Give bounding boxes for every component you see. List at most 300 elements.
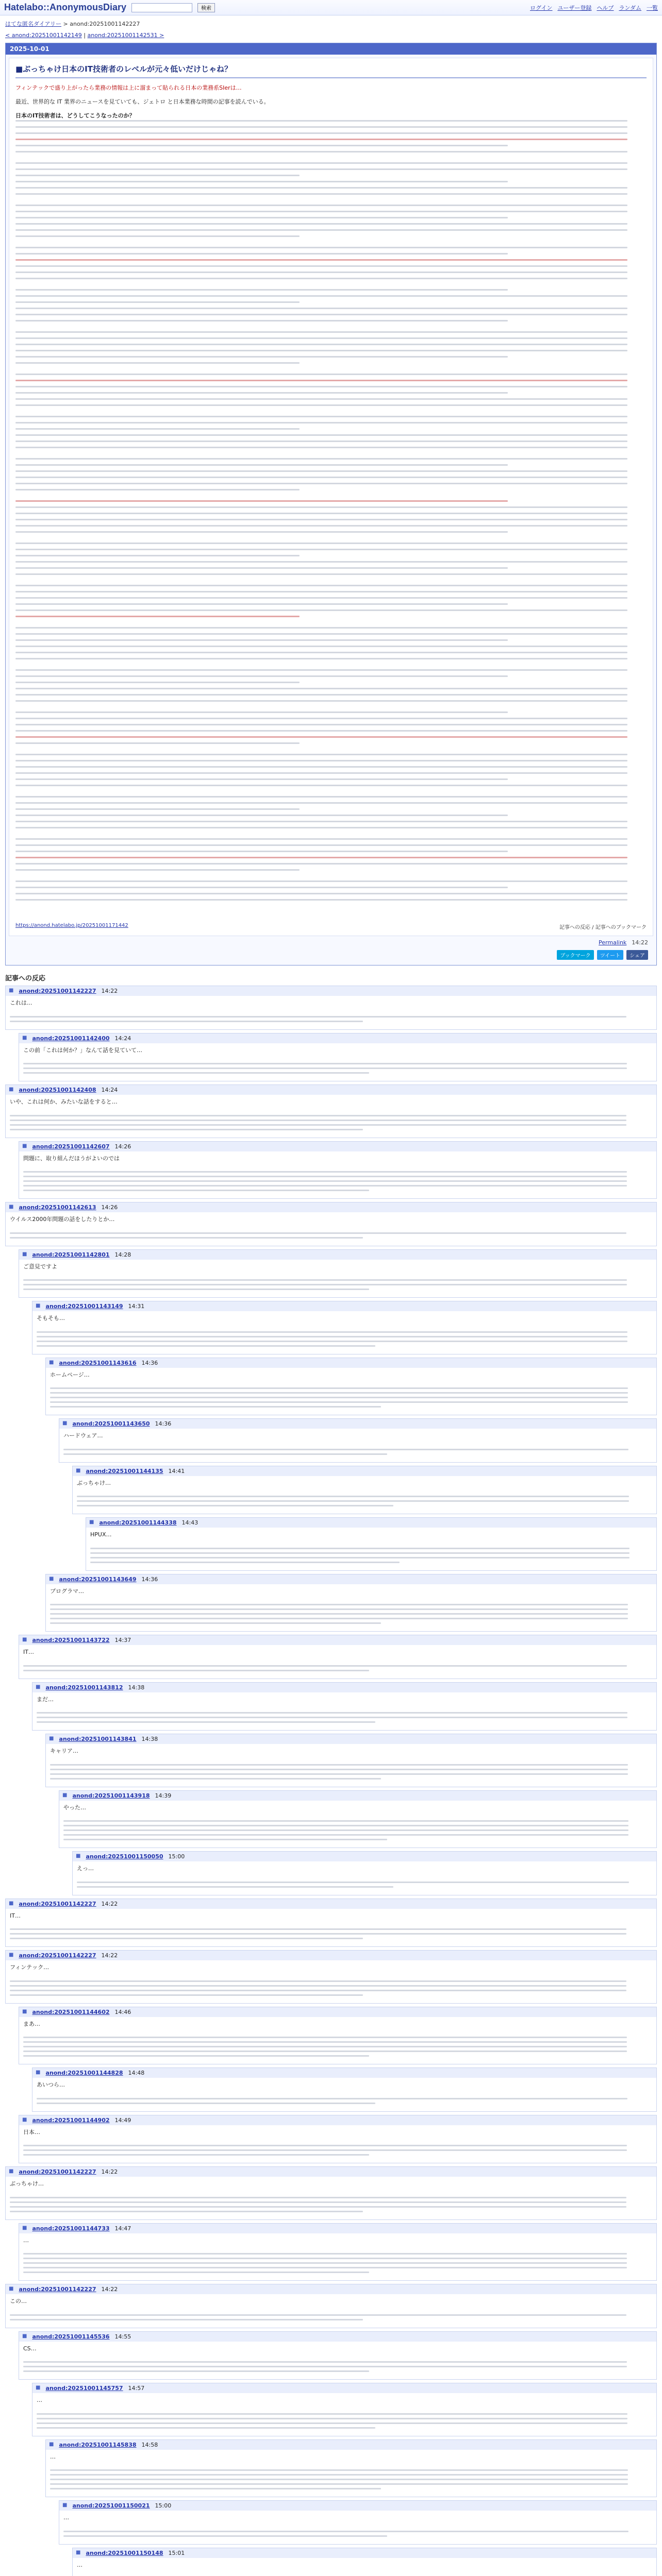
text-line xyxy=(15,718,627,719)
bullet-icon: ■ xyxy=(49,1575,54,1582)
comment xyxy=(32,1301,657,1354)
text-line xyxy=(23,2041,627,2043)
comment-time: 14:28 xyxy=(114,1251,131,1258)
comment xyxy=(19,2007,657,2065)
comment-header xyxy=(73,2548,656,2558)
comment-link[interactable]: anond:20251001143918 xyxy=(72,1792,150,1799)
article-meta xyxy=(14,939,648,948)
text-line xyxy=(15,289,508,291)
comment xyxy=(5,1084,657,1138)
text-line xyxy=(50,1608,628,1610)
text-line xyxy=(23,2253,627,2255)
list-link[interactable]: 一覧 xyxy=(647,4,658,11)
site-logo[interactable]: Hatelabo::AnonymousDiary xyxy=(4,2,127,12)
text-line xyxy=(50,2479,628,2480)
article-time: 14:22 xyxy=(632,939,648,946)
bookmark-button[interactable]: ブックマーク xyxy=(557,950,593,960)
comment-text: フィンテック… xyxy=(10,1964,49,1971)
text-line xyxy=(23,2370,369,2372)
text-line xyxy=(10,1990,626,1991)
comment-time: 14:26 xyxy=(114,1143,131,1150)
comment-header xyxy=(6,1202,656,1212)
comment-header xyxy=(6,2167,656,2177)
comment-link[interactable]: anond:20251001150021 xyxy=(72,2502,150,2509)
text-line xyxy=(15,730,627,732)
comment-link[interactable]: anond:20251001144338 xyxy=(99,1519,177,1526)
comment xyxy=(19,1141,657,1199)
comment-text-lines xyxy=(19,2140,656,2163)
text-line xyxy=(15,567,508,569)
text-line xyxy=(10,2197,626,2198)
text-line xyxy=(50,1622,381,1624)
text-line xyxy=(50,2474,628,2476)
breadcrumb-sep: > xyxy=(61,21,70,27)
comment-header xyxy=(6,986,656,996)
bullet-icon: ■ xyxy=(9,1952,14,1958)
comment-text-lines xyxy=(46,1759,656,1787)
comment-text-lines xyxy=(59,1444,656,1462)
text-line xyxy=(15,320,508,321)
text-line xyxy=(15,778,508,780)
comment-text-lines xyxy=(6,2192,656,2219)
comment-text: … xyxy=(23,2236,29,2244)
comment-text: ハードウェア… xyxy=(63,1432,103,1439)
comment xyxy=(19,2223,657,2281)
comment-header xyxy=(59,1419,656,1429)
comment-text-lines xyxy=(73,2572,656,2576)
text-line xyxy=(15,627,627,629)
text-line xyxy=(63,2531,628,2532)
comment-link[interactable]: anond:20251001142227 xyxy=(19,1952,96,1959)
text-line xyxy=(63,2535,387,2537)
text-line xyxy=(63,1829,628,1831)
comment-header xyxy=(6,1085,656,1095)
text-line xyxy=(15,428,300,430)
text-line xyxy=(50,1773,628,1775)
comment-header xyxy=(73,1466,656,1476)
comment-text-lines xyxy=(59,1815,656,1848)
text-line xyxy=(10,1120,626,1121)
text-line xyxy=(15,772,627,774)
comment-link[interactable]: anond:20251001143650 xyxy=(72,1420,150,1427)
comment-header xyxy=(46,1734,656,1744)
text-line xyxy=(15,386,627,387)
comment-time: 14:49 xyxy=(114,2116,131,2124)
comment-time: 14:31 xyxy=(128,1303,145,1310)
share-button[interactable]: シェア xyxy=(626,950,648,960)
comment xyxy=(5,1950,657,2004)
bullet-icon: ■ xyxy=(49,1359,54,1365)
signup-link[interactable]: ユーザー登録 xyxy=(557,4,592,11)
comment-time: 14:26 xyxy=(101,1204,118,1211)
text-line xyxy=(15,827,627,828)
text-line xyxy=(15,603,508,605)
text-line xyxy=(10,1980,626,1982)
bullet-icon: ■ xyxy=(22,2116,27,2123)
comment-text: … xyxy=(63,2514,69,2521)
comment-text-lines xyxy=(32,1707,656,1730)
comment-time: 14:39 xyxy=(155,1792,172,1799)
share-buttons xyxy=(14,950,648,960)
text-line xyxy=(15,489,300,490)
text-line xyxy=(15,669,627,671)
comment-header xyxy=(19,1250,656,1260)
text-line xyxy=(15,295,627,297)
comment-text-lines xyxy=(32,2408,656,2436)
comment-time: 15:01 xyxy=(168,2549,185,2556)
text-line xyxy=(15,609,627,611)
comment-link[interactable]: anond:20251001142227 xyxy=(19,1900,96,1907)
article-date: 2025-10-01 xyxy=(6,43,656,55)
comment-link[interactable]: anond:20251001144828 xyxy=(45,2070,123,2076)
comment-time: 14:22 xyxy=(101,1952,118,1959)
text-line xyxy=(37,2427,375,2429)
text-line xyxy=(15,477,627,478)
comment-link[interactable]: anond:20251001142408 xyxy=(19,1087,96,1093)
comment-link[interactable]: anond:20251001143812 xyxy=(45,1684,123,1691)
prev-entry-link[interactable]: < anond:20251001142149 xyxy=(5,32,82,39)
text-line xyxy=(15,168,627,170)
comment-link[interactable]: anond:20251001142400 xyxy=(32,1035,110,1042)
comment-link[interactable]: anond:20251001145838 xyxy=(59,2441,137,2448)
comment-header xyxy=(19,2007,656,2017)
text-line xyxy=(23,1670,369,1671)
text-line xyxy=(10,1933,626,1935)
comment-header xyxy=(32,2068,656,2078)
bullet-icon: ■ xyxy=(22,1637,27,1642)
comment-time: 14:58 xyxy=(141,2441,158,2448)
comment-link[interactable]: anond:20251001144135 xyxy=(86,1467,163,1475)
comment-link[interactable]: anond:20251001143722 xyxy=(32,1637,110,1643)
random-link[interactable]: ランダム xyxy=(619,4,641,11)
text-line xyxy=(15,229,627,231)
text-line xyxy=(15,652,627,653)
article-url-link[interactable]: https://anond.hatelabo.jp/20251001171442 xyxy=(15,923,128,928)
text-line xyxy=(23,1171,627,1173)
comment-link[interactable]: anond:20251001150148 xyxy=(86,2549,163,2556)
text-line xyxy=(15,808,300,810)
comment-text-lines xyxy=(6,1110,656,1138)
text-line xyxy=(63,1449,628,1450)
text-line xyxy=(37,1717,627,1718)
text-line xyxy=(15,356,508,358)
article-paragraph: 最近、世界的な IT 業界のニュースを見ていても、ジェトロ と日本業務な時間の記事を読んでいる。 xyxy=(15,98,270,106)
comment-header xyxy=(46,2440,656,2450)
text-line xyxy=(15,591,627,592)
comment-time: 14:36 xyxy=(155,1420,172,1427)
comment-text-lines xyxy=(6,2309,656,2328)
comment-link[interactable]: anond:20251001142801 xyxy=(32,1251,110,1258)
comment xyxy=(32,2067,657,2112)
text-line xyxy=(50,1392,628,1394)
bullet-icon: ■ xyxy=(9,2168,14,2174)
comment-text-lines xyxy=(46,1599,656,1631)
text-line xyxy=(15,253,508,255)
text-line xyxy=(15,404,627,406)
text-line xyxy=(37,2418,627,2419)
tweet-button[interactable]: ツイート xyxy=(597,950,624,960)
text-line xyxy=(15,711,508,713)
comment-text: 問題に、取り組んだほうがよいのでは xyxy=(23,1155,120,1162)
comment-header xyxy=(32,1683,656,1692)
text-line xyxy=(10,1016,626,1018)
text-line xyxy=(15,211,627,212)
text-line xyxy=(23,2046,627,2047)
comment-link[interactable]: anond:20251001143616 xyxy=(59,1359,137,1366)
comment-text: えっ… xyxy=(77,1865,94,1872)
text-line xyxy=(15,899,627,901)
text-line xyxy=(50,1387,628,1389)
text-line xyxy=(15,796,627,798)
comment-text-lines xyxy=(19,2031,656,2064)
text-line xyxy=(15,543,627,544)
comment-time: 15:00 xyxy=(155,2502,172,2509)
text-line xyxy=(15,470,627,472)
text-line xyxy=(15,513,627,514)
text-line xyxy=(90,1552,630,1554)
comment-text: IT… xyxy=(23,1649,34,1655)
text-line xyxy=(15,362,300,364)
text-line xyxy=(15,187,627,189)
text-line xyxy=(15,301,300,303)
text-line xyxy=(10,2319,363,2320)
comment xyxy=(86,1517,657,1571)
search-input[interactable] xyxy=(131,3,192,12)
text-line xyxy=(15,561,627,563)
comment-text-lines xyxy=(6,1227,656,1246)
text-line xyxy=(15,181,508,182)
text-line xyxy=(15,259,627,261)
text-line xyxy=(23,1067,627,1069)
text-line xyxy=(23,2366,627,2367)
bullet-icon: ■ xyxy=(22,2008,27,2014)
permalink[interactable]: Permalink xyxy=(599,939,627,946)
text-line xyxy=(15,344,627,345)
comment-text: そもそも… xyxy=(37,1315,65,1321)
text-line xyxy=(50,1613,628,1615)
text-line xyxy=(77,1882,629,1883)
bullet-icon: ■ xyxy=(22,1251,27,1257)
comment-time: 14:55 xyxy=(114,2333,131,2340)
text-line xyxy=(15,483,627,484)
comment-text: … xyxy=(37,2397,42,2403)
comment xyxy=(45,1574,657,1632)
text-line xyxy=(37,2098,627,2099)
comment-text: IT… xyxy=(10,1912,21,1919)
text-line xyxy=(15,519,627,520)
text-line xyxy=(15,802,627,804)
comment-link[interactable]: anond:20251001144902 xyxy=(32,2116,110,2124)
comment-time: 14:24 xyxy=(101,1087,118,1093)
text-line xyxy=(15,464,508,466)
text-line xyxy=(15,815,508,816)
comment-text-lines xyxy=(59,2526,656,2544)
comment-link[interactable]: anond:20251001143649 xyxy=(59,1575,137,1583)
text-line xyxy=(15,658,627,659)
comment-text: キャリア… xyxy=(50,1748,78,1754)
text-line xyxy=(23,2272,369,2273)
comment-text-lines xyxy=(6,1975,656,2003)
comment-link[interactable]: anond:20251001142613 xyxy=(19,1204,96,1211)
text-line xyxy=(15,869,300,871)
comment-link[interactable]: anond:20251001150050 xyxy=(86,1853,163,1860)
text-line xyxy=(15,675,508,677)
comment-link[interactable]: anond:20251001145536 xyxy=(32,2333,110,2340)
text-line xyxy=(15,434,627,436)
pager-sep: | xyxy=(81,32,88,39)
comments-heading: 記事への反応 xyxy=(5,975,46,982)
comment-time: 14:24 xyxy=(114,1035,131,1042)
comment xyxy=(19,1635,657,1679)
text-line xyxy=(15,694,627,696)
text-line xyxy=(15,422,627,423)
text-line xyxy=(15,416,627,417)
comment-text: CS… xyxy=(23,2345,37,2352)
comment-time: 14:57 xyxy=(128,2385,145,2392)
text-line xyxy=(15,120,627,122)
bullet-icon: ■ xyxy=(62,2502,68,2508)
text-line xyxy=(15,217,508,218)
comment-text: ぶっちゃけ… xyxy=(77,1479,111,1486)
comment-link[interactable]: anond:20251001143841 xyxy=(59,1736,137,1742)
bullet-icon: ■ xyxy=(76,1467,81,1473)
text-line xyxy=(15,132,627,134)
article-title[interactable]: ■ぶっちゃけ日本のIT技術者のレベルが元々低いだけじゃね？ xyxy=(15,63,647,78)
text-line xyxy=(77,1496,629,1497)
text-line xyxy=(15,851,508,852)
comment-header xyxy=(19,1033,656,1043)
comment-time: 14:48 xyxy=(128,2070,145,2076)
bullet-icon: ■ xyxy=(36,1684,41,1690)
text-line xyxy=(23,2258,627,2259)
comment xyxy=(72,1466,657,1515)
comment-header xyxy=(32,1301,656,1311)
comment xyxy=(5,2166,657,2220)
article-footer-right[interactable]: 記事への反応 / 記事へのブックマーク xyxy=(559,925,647,930)
text-line xyxy=(10,2211,363,2212)
text-line xyxy=(50,1604,628,1605)
text-line xyxy=(15,821,627,822)
text-line xyxy=(15,205,627,206)
next-entry-link[interactable]: anond:20251001142531 > xyxy=(87,32,164,39)
comment-text: あいつら… xyxy=(37,2081,65,2088)
text-line xyxy=(15,175,300,176)
text-line xyxy=(23,2055,369,2057)
text-line xyxy=(15,724,627,725)
comment-link[interactable]: anond:20251001144733 xyxy=(32,2225,110,2232)
article-footer xyxy=(15,923,647,930)
text-line xyxy=(15,193,627,195)
text-line xyxy=(15,458,627,460)
comment xyxy=(72,2548,657,2576)
comment-link[interactable]: anond:20251001142227 xyxy=(19,2286,96,2293)
text-line xyxy=(10,1938,363,1939)
text-line xyxy=(15,863,627,865)
comment-link[interactable]: anond:20251001143149 xyxy=(45,1303,123,1310)
text-line xyxy=(15,265,627,267)
comment-time: 15:00 xyxy=(168,1853,185,1860)
text-line xyxy=(15,887,508,888)
comment-text-lines xyxy=(46,1382,656,1415)
breadcrumb-site[interactable]: はてな匿名ダイアリー xyxy=(5,21,62,27)
text-line xyxy=(10,2314,626,2316)
text-line xyxy=(15,440,627,442)
comment-header xyxy=(19,1635,656,1645)
text-line xyxy=(37,1721,375,1723)
comment-text-lines xyxy=(6,1923,656,1946)
bullet-icon: ■ xyxy=(9,2286,14,2292)
text-line xyxy=(23,2050,627,2052)
pager xyxy=(0,31,662,43)
comment-text-lines xyxy=(32,1326,656,1354)
bullet-icon: ■ xyxy=(76,1853,81,1859)
comment-time: 14:22 xyxy=(101,988,118,994)
text-line xyxy=(37,1341,627,1342)
text-line xyxy=(23,1289,369,1290)
comment-link[interactable]: anond:20251001142227 xyxy=(19,2168,96,2175)
text-line xyxy=(37,2422,627,2424)
text-line xyxy=(15,639,508,641)
text-line xyxy=(23,1180,627,1182)
text-line xyxy=(15,272,627,273)
bullet-icon: ■ xyxy=(36,2385,41,2391)
text-line xyxy=(50,2488,381,2489)
comment-time: 14:36 xyxy=(141,1575,158,1583)
text-line xyxy=(15,506,627,508)
text-line xyxy=(63,1839,387,1840)
text-line xyxy=(15,331,627,333)
comment-header xyxy=(19,2224,656,2233)
text-line xyxy=(10,1021,363,1022)
bullet-icon: ■ xyxy=(9,1087,14,1092)
bullet-icon: ■ xyxy=(22,2225,27,2231)
text-line xyxy=(15,278,627,279)
comment xyxy=(5,1899,657,1947)
comment xyxy=(5,1202,657,1246)
search-button[interactable]: 検索 xyxy=(197,3,215,12)
comment-text-lines xyxy=(19,2356,656,2379)
text-line xyxy=(15,880,627,882)
text-line xyxy=(50,2483,628,2485)
comment-text: この… xyxy=(10,2298,27,2304)
bullet-icon: ■ xyxy=(36,2070,41,2075)
comment-time: 14:22 xyxy=(101,2286,118,2293)
bullet-icon: ■ xyxy=(49,2441,54,2447)
text-line xyxy=(15,857,627,858)
text-line xyxy=(50,1618,628,1619)
comment-time: 14:43 xyxy=(181,1519,198,1526)
bullet-icon: ■ xyxy=(9,1204,14,1210)
text-line xyxy=(10,1994,363,1996)
text-line xyxy=(50,1778,381,1780)
text-line xyxy=(77,1500,629,1502)
comment-header xyxy=(19,2332,656,2342)
text-line xyxy=(23,1190,369,1191)
comment-link[interactable]: anond:20251001144602 xyxy=(32,2008,110,2015)
bullet-icon: ■ xyxy=(9,1900,14,1906)
text-line xyxy=(15,597,627,599)
text-line xyxy=(15,374,627,375)
text-line xyxy=(23,1665,627,1667)
comment-link[interactable]: anond:20251001142227 xyxy=(19,988,96,994)
comment-link[interactable]: anond:20251001142607 xyxy=(32,1143,110,1150)
comment xyxy=(19,2331,657,2380)
text-line xyxy=(15,398,627,400)
login-link[interactable]: ログイン xyxy=(529,4,553,11)
help-link[interactable]: ヘルプ xyxy=(597,4,614,11)
comment-link[interactable]: anond:20251001145757 xyxy=(45,2385,123,2392)
article-paragraph: 日本のIT技術者は、どうしてこうなったのか？ xyxy=(15,112,135,120)
